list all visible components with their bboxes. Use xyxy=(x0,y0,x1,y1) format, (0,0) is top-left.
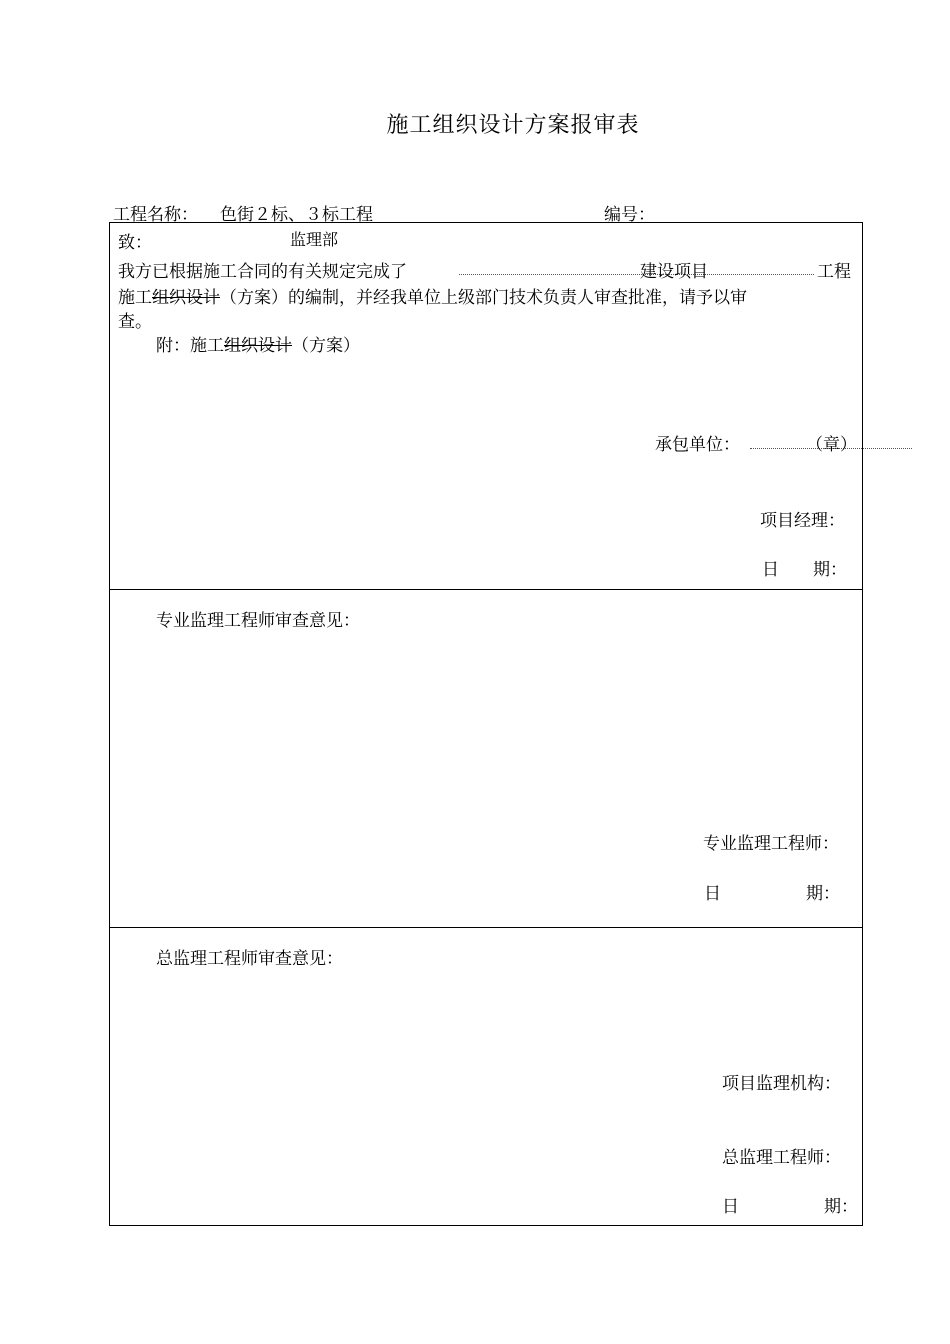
fill-underline xyxy=(459,274,814,275)
statement-project-type: 建设项目 xyxy=(640,262,708,282)
attachment-prefix: 附：施工 xyxy=(156,336,224,356)
serial-number-label: 编号： xyxy=(604,205,655,225)
statement-line2-rest: （方案）的编制，并经我单位上级部门技术负责人审查批准，请予以审 xyxy=(220,288,747,308)
date-label: 日 期： xyxy=(704,884,840,904)
to-recipient: 监理部 xyxy=(290,230,339,249)
struck-text: 组织设计 xyxy=(152,288,220,308)
project-manager-label: 项目经理： xyxy=(760,511,845,531)
struck-text: 组织设计 xyxy=(224,336,292,356)
statement-line2-start: 施工 xyxy=(118,288,152,308)
statement-line1-prefix: 我方已根据施工合同的有关规定完成了 xyxy=(118,262,407,282)
to-label: 致： xyxy=(118,233,152,253)
chief-review-heading: 总监理工程师审查意见： xyxy=(156,949,343,969)
statement-line2 xyxy=(118,283,747,308)
project-name-value: 色街２标、３标工程 xyxy=(220,205,373,225)
specialist-review-heading: 专业监理工程师审查意见： xyxy=(156,611,360,631)
statement-line1-suffix: 工程 xyxy=(817,262,851,282)
contractor-seal: （章） xyxy=(806,435,857,455)
attachment-line xyxy=(156,331,360,356)
attachment-suffix: （方案） xyxy=(292,336,360,356)
specialist-engineer-label: 专业监理工程师： xyxy=(703,834,839,854)
date-label: 日 期： xyxy=(762,560,847,580)
date-label: 日 期： xyxy=(722,1197,858,1217)
section-divider xyxy=(110,927,862,928)
supervision-org-label: 项目监理机构： xyxy=(722,1074,841,1094)
form-title: 施工组织设计方案报审表 xyxy=(386,113,640,138)
section-divider xyxy=(110,589,862,590)
contractor-label: 承包单位： xyxy=(655,435,740,455)
statement-line3: 查。 xyxy=(118,312,152,332)
project-name-label: 工程名称： xyxy=(113,205,198,225)
chief-engineer-label: 总监理工程师： xyxy=(722,1148,841,1168)
